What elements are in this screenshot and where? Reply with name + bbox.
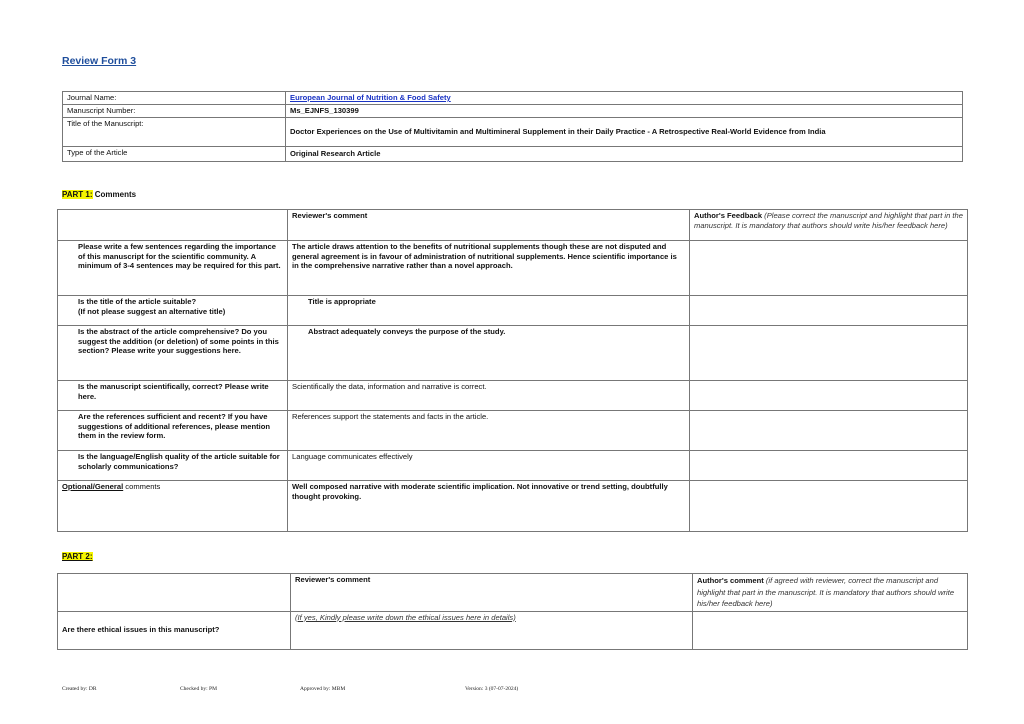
title-label: Title of the Manuscript: xyxy=(63,117,286,146)
reviewer-comment-header: Reviewer's comment xyxy=(288,210,690,241)
optional-label: Optional/General xyxy=(62,482,124,491)
footer-checked: Checked by: PM xyxy=(180,686,217,692)
author-comment-header xyxy=(693,574,968,612)
author-feedback-cell[interactable] xyxy=(690,381,968,411)
footer-approved: Approved by: MBM xyxy=(300,686,346,692)
part1-heading xyxy=(62,190,136,199)
question: Is the title of the article suitable? (If not please suggest an alternative title) xyxy=(58,296,288,326)
question: Please write a few sentences regarding the importance of this manuscript for the scientific community. A minimum of 3-4 sentences may be required for this part. xyxy=(58,241,288,296)
part2-heading xyxy=(62,552,93,561)
journal-label: Journal Name: xyxy=(63,92,286,105)
author-comment-note: (if agreed with reviewer, correct the manuscript and highlight that part in the manuscript. It is mandatory that authors should write his/her feedback here) xyxy=(697,576,955,608)
reviewer-comment[interactable]: Title is appropriate xyxy=(288,296,690,326)
optional-suffix: comments xyxy=(123,482,161,491)
part2-label: PART 2: xyxy=(62,552,93,561)
footer-version: Version: 3 (07-07-2024) xyxy=(465,686,519,692)
ethics-hint: (If yes, Kindly please write down the ethical issues here in details) xyxy=(295,612,516,622)
part1-table xyxy=(57,209,968,532)
type-value: Original Research Article xyxy=(286,146,963,161)
journal-link[interactable]: European Journal of Nutrition & Food Safety xyxy=(290,93,451,102)
author-feedback-cell[interactable] xyxy=(690,451,968,481)
author-feedback-note: (Please correct the manuscript and highlight that part in the manuscript. It is mandatory that authors should write his/her feedback here) xyxy=(694,211,963,230)
form-title: Review Form 3 xyxy=(62,55,137,67)
ethics-author-cell[interactable] xyxy=(693,611,968,649)
ms-value: Ms_EJNFS_130399 xyxy=(286,104,963,117)
author-feedback-cell[interactable] xyxy=(690,411,968,451)
title-value: Doctor Experiences on the Use of Multivitamin and Multimineral Supplement in their Daily Practice - A Retrospective Real-World Evidence from India xyxy=(286,117,963,146)
part1-suffix: Comments xyxy=(92,190,137,199)
part1-label: PART 1: xyxy=(62,190,93,199)
author-feedback-label: Author's Feedback xyxy=(694,211,763,220)
ethics-question: Are there ethical issues in this manuscript? xyxy=(58,611,291,649)
question: Is the language/English quality of the article suitable for scholarly communications? xyxy=(58,451,288,481)
ms-label: Manuscript Number: xyxy=(63,104,286,117)
author-comment-label: Author's comment xyxy=(697,576,764,585)
reviewer-comment[interactable]: Scientifically the data, information and narrative is correct. xyxy=(288,381,690,411)
reviewer-comment[interactable]: The article draws attention to the benefits of nutritional supplements though these are not disputed and general agreement is in favour of administration of nutritional supplements. Hence scientific importance is in the comprehensive narrative rather than a novel approach. xyxy=(288,241,690,296)
type-label: Type of the Article xyxy=(63,146,286,161)
author-feedback-header xyxy=(690,210,968,241)
optional-label-cell xyxy=(58,481,288,532)
question: Is the abstract of the article comprehensive? Do you suggest the addition (or deletion) of some points in this section? Please write your suggestions here. xyxy=(58,326,288,381)
ethics-reviewer-cell[interactable] xyxy=(291,611,693,649)
optional-comment[interactable]: Well composed narrative with moderate scientific implication. Not innovative or trend setting, doubtfully thought provoking. xyxy=(288,481,690,532)
part2-table xyxy=(57,573,968,650)
reviewer-comment[interactable]: References support the statements and facts in the article. xyxy=(288,411,690,451)
reviewer-comment[interactable]: Abstract adequately conveys the purpose of the study. xyxy=(288,326,690,381)
reviewer-comment[interactable]: Language communicates effectively xyxy=(288,451,690,481)
manuscript-info-table xyxy=(62,91,963,162)
author-feedback-cell[interactable] xyxy=(690,241,968,296)
author-feedback-cell[interactable] xyxy=(690,296,968,326)
question: Are the references sufficient and recent? If you have suggestions of additional references, please mention them in the review form. xyxy=(58,411,288,451)
author-feedback-cell[interactable] xyxy=(690,481,968,532)
reviewer-comment-header: Reviewer's comment xyxy=(291,574,693,612)
author-feedback-cell[interactable] xyxy=(690,326,968,381)
footer-created: Created by: DR xyxy=(62,686,97,692)
question: Is the manuscript scientifically, correct? Please write here. xyxy=(58,381,288,411)
